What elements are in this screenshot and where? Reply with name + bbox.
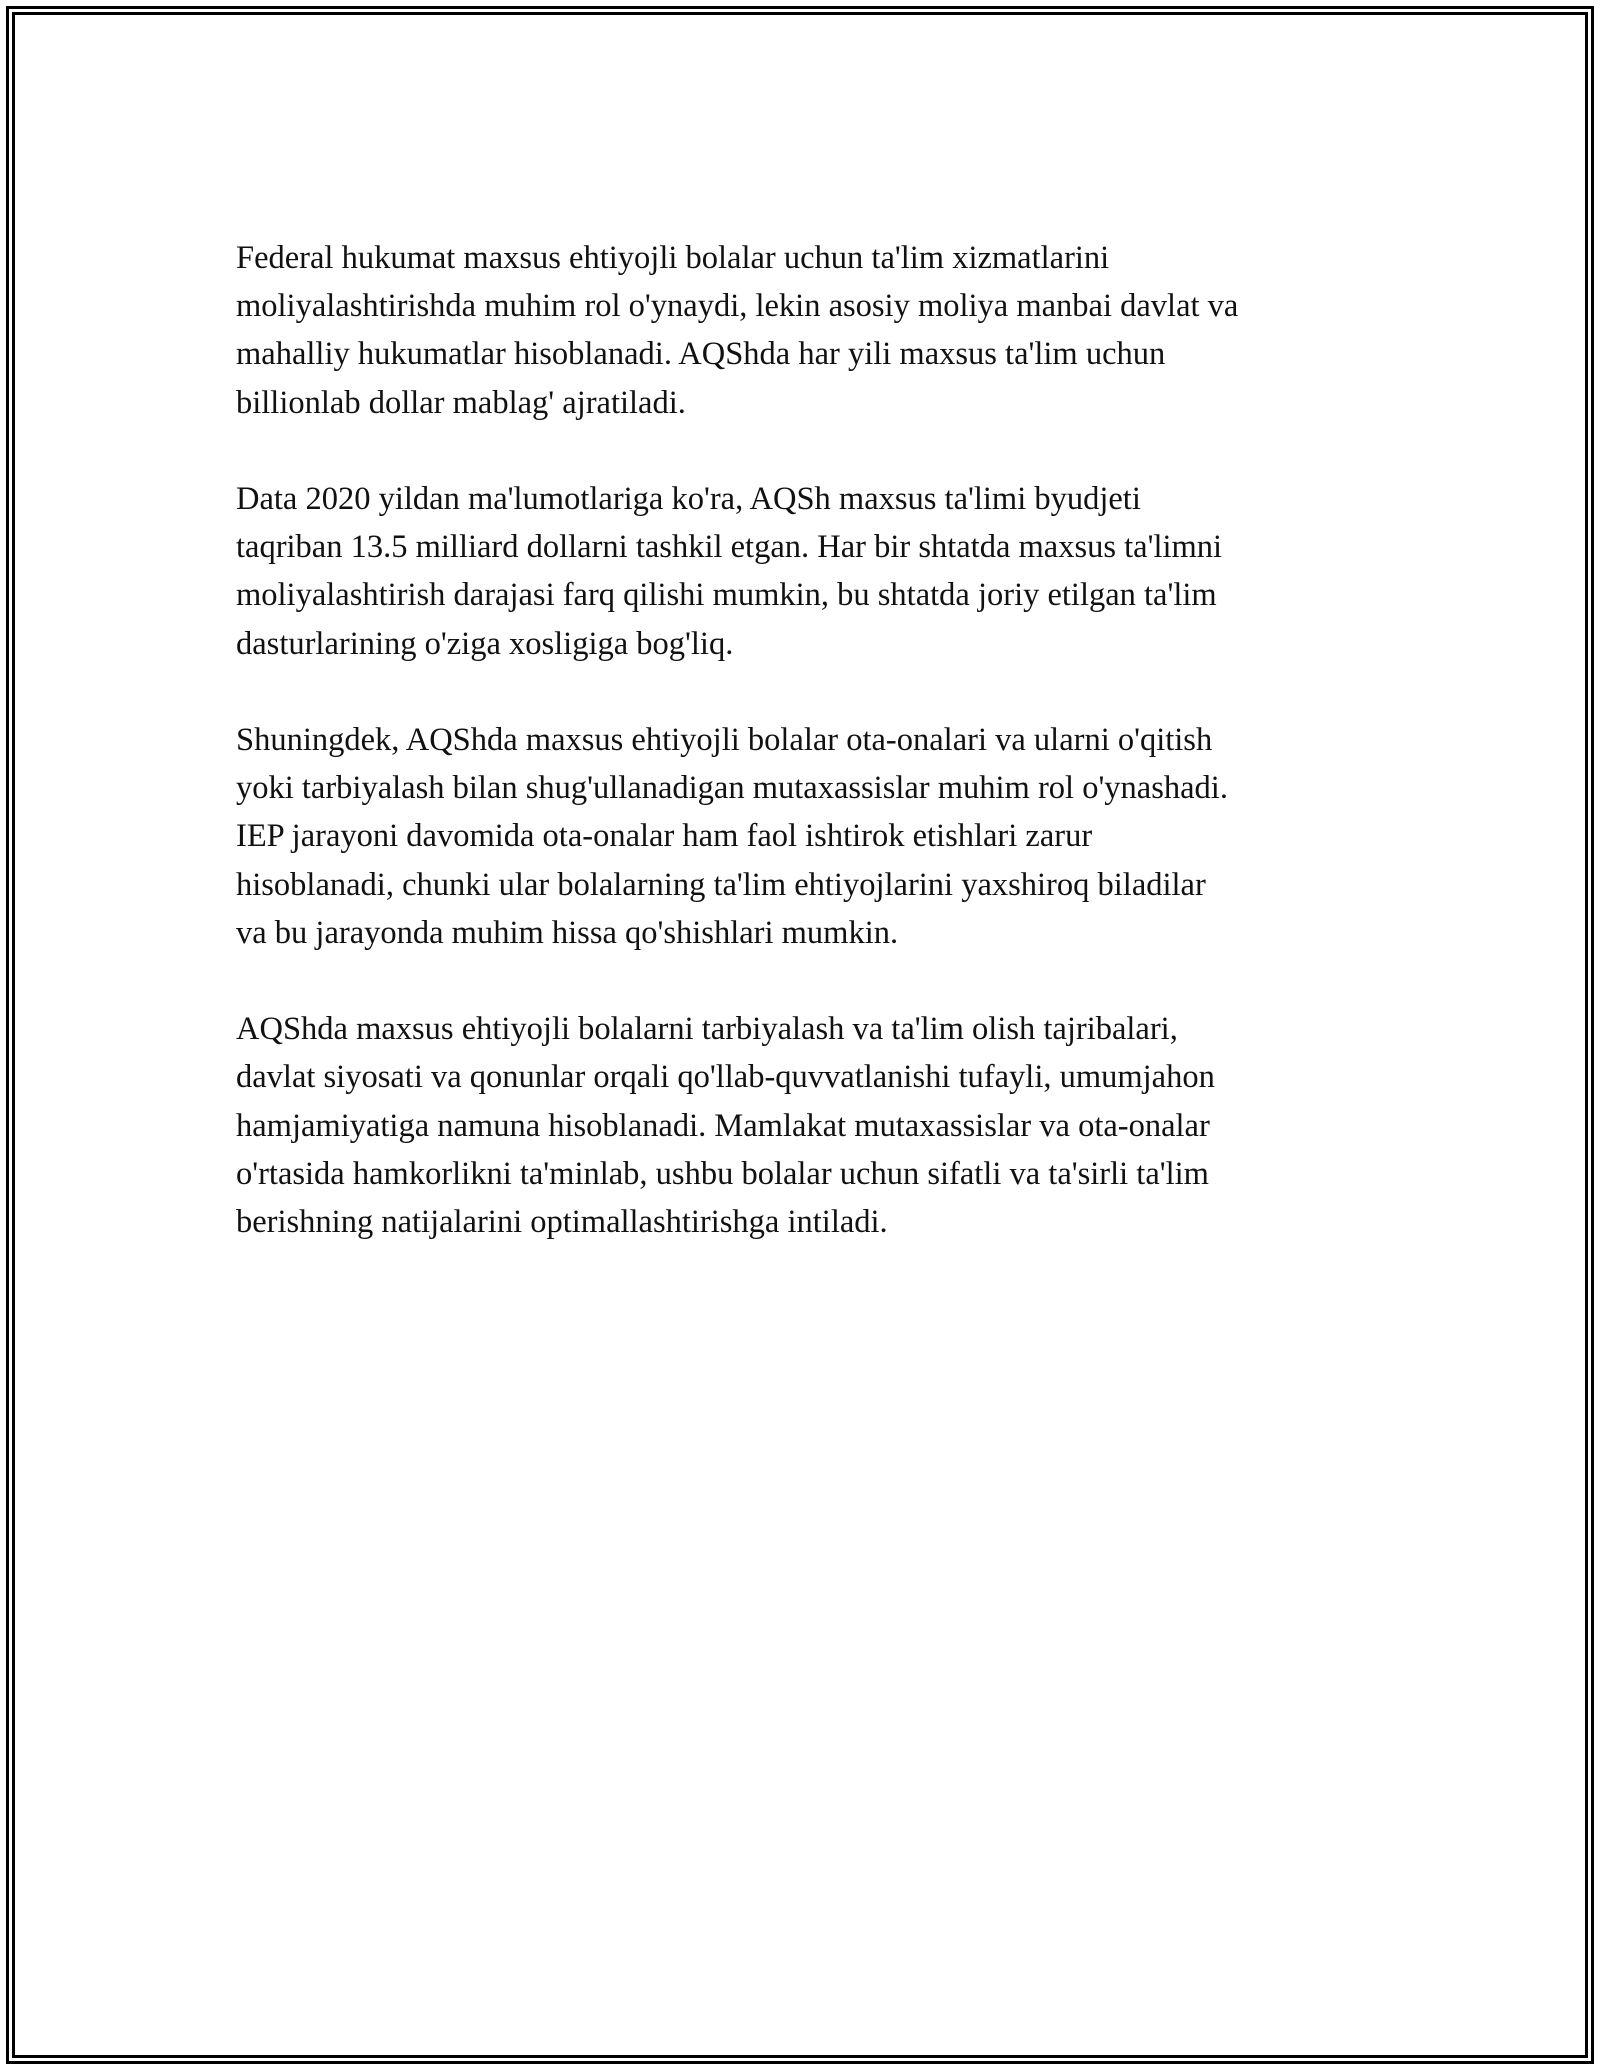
paragraph-3: Shuningdek, AQShda maxsus ehtiyojli bolalar ota-onalari va ularni o'qitish yoki tarbiyalash bilan shug'ullanadigan mutaxassislar muhim rol o'ynashadi. IEP jarayoni davomida ota-onalar ham faol ishtirok etishlari zarur hisoblanadi, chunki ular bolalarning ta'lim ehtiyojlarini yaxshiroq biladilar va bu jarayonda muhim hissa qo'shishlari mumkin.: [236, 722, 1228, 951]
paragraph-2: Data 2020 yildan ma'lumotlariga ko'ra, AQSh maxsus ta'limi byudjeti taqriban 13.5 milliard dollarni tashkil etgan. Har bir shtatda maxsus ta'limni moliyalashtirish darajasi farq qilishi mumkin, bu shtatda joriy etilgan ta'lim dasturlarining o'ziga xosligiga bog'liq.: [236, 481, 1223, 662]
document-body: [236, 234, 1416, 1294]
paragraph-4: AQShda maxsus ehtiyojli bolalarni tarbiyalash va ta'lim olish tajribalari, davlat siyosati va qonunlar orqali qo'llab-quvvatlanishi tufayli, umumjahon hamjamiyatiga namuna hisoblanadi. Mamlakat mutaxassislar va ota-onalar o'rtasida hamkorlikni ta'minlab, ushbu bolalar uchun sifatli va ta'sirli ta'lim berishning natijalarini optimallashtirishga intiladi.: [236, 1011, 1215, 1241]
paragraph-1: Federal hukumat maxsus ehtiyojli bolalar uchun ta'lim xizmatlarini moliyalashtirishda muhim rol o'ynaydi, lekin asosiy moliya manbai davlat va mahalliy hukumatlar hisoblanadi. AQShda har yili maxsus ta'lim uchun billionlab dollar mablag' ajratiladi.: [236, 240, 1239, 421]
